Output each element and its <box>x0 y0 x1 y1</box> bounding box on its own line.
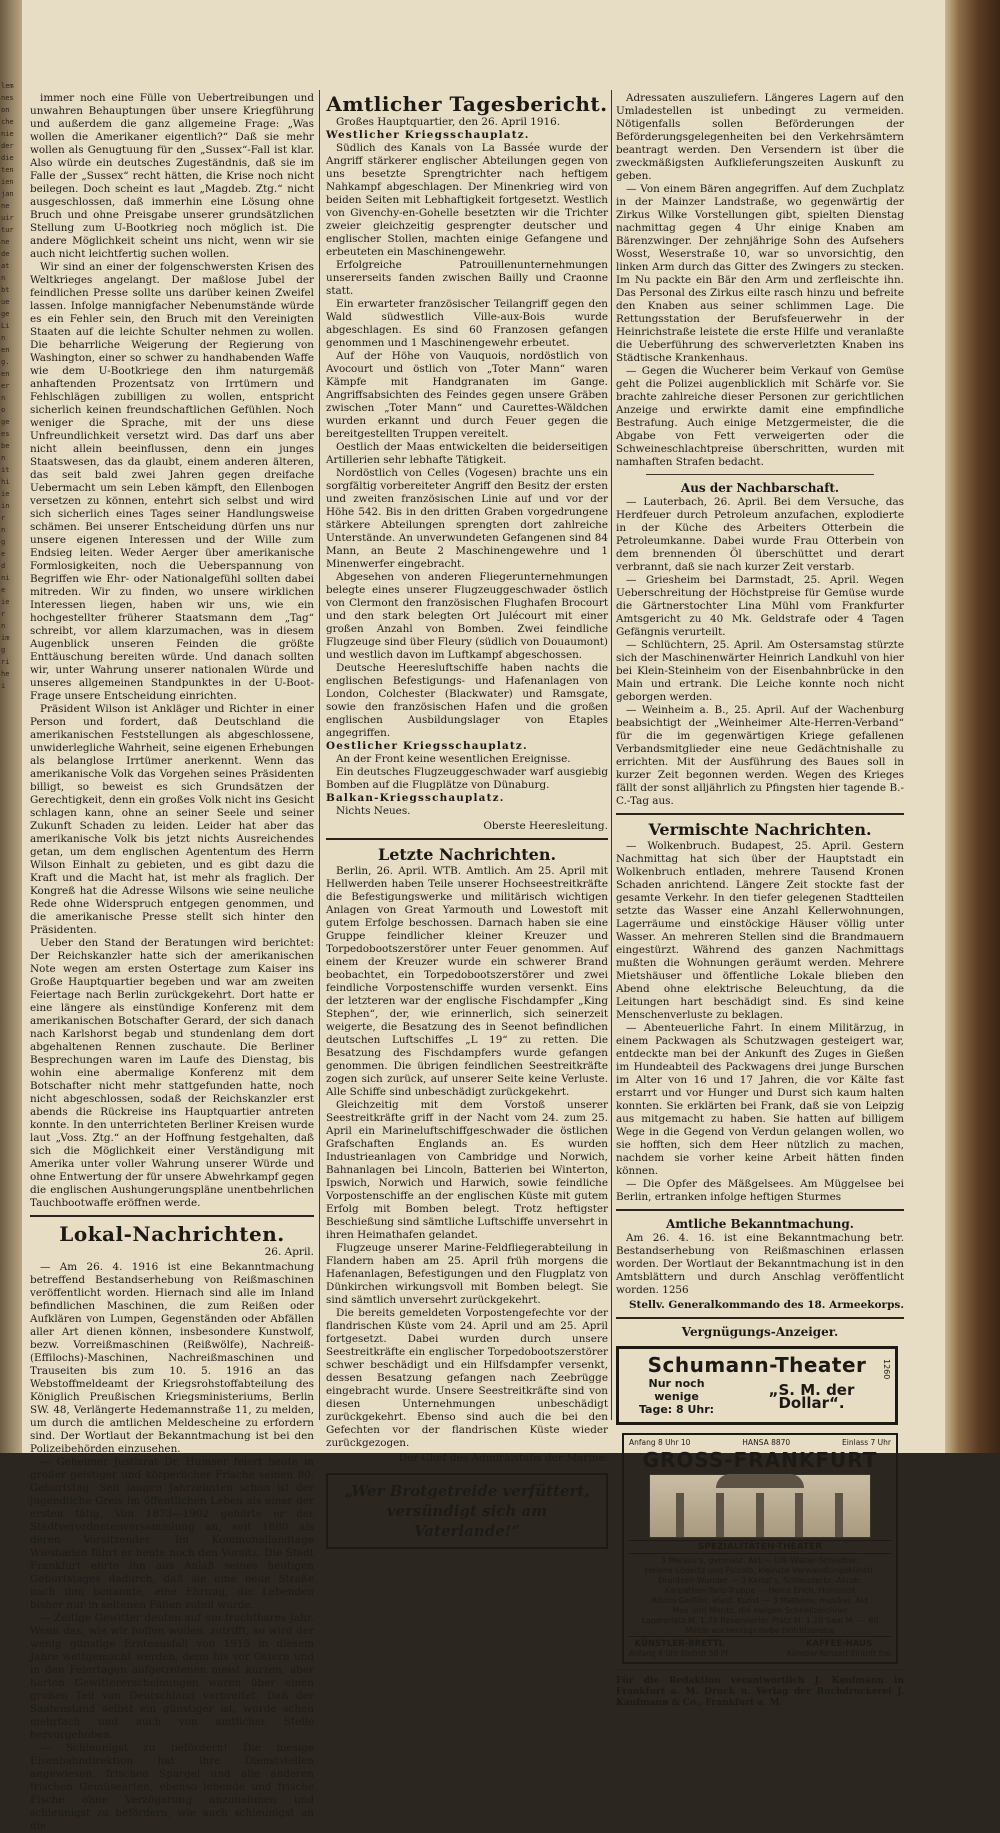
paragraph: Karpathen-Tanz-Truppe — Heinz Erich, Humorist <box>664 1586 856 1595</box>
column-right <box>616 92 904 1709</box>
edge-fragment: it <box>1 466 10 474</box>
schumann-show: „S. M. der Dollar“. <box>768 1380 855 1412</box>
paragraph: — Schlüchtern, 25. April. Am Ostersamstag stürzte sich der Maschinenwärter Heinrich Landkuhl von hier bei Klein-Steinheim von der Eisenbahnbrücke in den Main und ertrank. Die Leiche konnte noch nicht geborgen werden. <box>616 639 904 703</box>
column-middle <box>326 92 608 1549</box>
east-front-label: Oestlicher Kriegsschauplatz. <box>326 740 528 752</box>
paragraph: — Geheimer Justizrat Dr. Humser feiert heute in großer geistiger und körperlicher Frische seinen 80. Geburtstag. Seit langen Jahrzehnten schon ist der jugendliche Greis im öffentlichen Leben als einer der ersten tätig. Von 1873—1902 gehörte er der Stadtverordnetenversammlung an, seit 1880 als deren Vorsitzender. Im Kommunallandtage Wiesbaden führt er heute noch den Vorsitz. Die Stadt Frankfurt ehrte ihn aus Anlaß seines heutigen Geburtstages dadurch, daß sie eine neue Straße nach ihm benannte, eine Ehrung, die Lebenden bisher nur in seltenen Fällen zuteil wurde. <box>30 1456 314 1611</box>
schumann-line-1: Nur noch wenige <box>648 1377 705 1403</box>
army-command-signature: Oberste Heeresleitung. <box>483 820 608 832</box>
gross-anfang: Anfang 8 Uhr 10 <box>629 1438 691 1447</box>
article-intro <box>30 92 314 1210</box>
edge-fragment: n <box>1 394 6 402</box>
edge-fragment: r <box>1 610 6 618</box>
latest-news-heading: Letzte Nachrichten. <box>377 845 557 864</box>
west-front-body <box>326 142 608 740</box>
edge-fragment: de <box>1 250 10 258</box>
hq-line: Großes Hauptquartier, den 26. April 1916. <box>336 116 561 128</box>
edge-fragment: ne <box>1 202 10 210</box>
right-binding <box>945 0 1000 1453</box>
local-news-heading: Lokal-Nachrichten. <box>59 1222 285 1246</box>
edge-fragment: nes <box>1 94 14 102</box>
divider <box>30 1215 314 1217</box>
edge-fragment: d <box>1 562 6 570</box>
paragraph: Oestlich der Maas entwickelten die beiderseitigen Artillerien sehr lebhafte Tätigkeit. <box>326 441 608 466</box>
divider <box>326 838 608 840</box>
gross-top-row <box>629 1438 891 1448</box>
divider <box>616 813 904 815</box>
column-rule <box>611 90 612 1420</box>
paragraph: Ein erwarteter französischer Teilangriff gegen den Wald südwestlich Ville-aux-Bois wurde abgeschlagen. Es sind 60 Franzosen gefangen genommen und 1 Maschinengewehr erbeutet. <box>326 298 608 349</box>
paragraph: Helene Lödertz und Piccolo, kleinste Verwandlungskünstl. <box>644 1566 876 1575</box>
paragraph: Ueber den Stand der Beratungen wird berichtet: Der Reichskanzler hatte sich der amerikanischen Note wegen am ersten Ostertage zum Kaiser ins Große Hauptquartier begeben und war am zweiten Feiertage nach Berlin zurückgekehrt. Dort hatte er eine längere als einstündige Konferenz mit dem amerikanischen Botschafter Gerard, der sich danach nach Karlshorst begab und stundenlang dem dort abgehaltenen Rennen zuschaute. Die Berliner Besprechungen waren im Laufe des Dienstag, bis wohin eine abermalige Konferenz mit dem Botschafter nicht mehr stattgefunden hatte, noch nicht abgeschlossen, sodaß der Reichskanzler erst abends die Rückreise ins Hauptquartier antreten konnte. In den unterrichteten Berliner Kreisen wurde laut „Voss. Ztg.“ an der Hoffnung festgehalten, daß sich die Möglichkeit einer Verständigung mit Amerika unter voller Wahrung unserer Würde und ohne Entwertung der für unsere Abwehrkampf gegen die englischen Aushungerungspläne unentbehrlichen Tauchbootwaffe eröffnen werde. <box>30 937 314 1209</box>
edge-fragment: jan <box>1 190 14 198</box>
edge-fragment: g <box>1 538 6 546</box>
building-column <box>716 1493 724 1537</box>
building-dome <box>716 1474 804 1488</box>
paragraph: Deutsche Heeresluftschiffe haben nachts die englischen Befestigungs- und Hafenanlagen von London, Colchester (Blackwater) und Ramsgate, sowie den französischen Hafen und die großen englischen Ausbildungslager von Etaples angegriffen. <box>326 662 608 739</box>
column-rule <box>319 90 320 1420</box>
paragraph: Nordöstlich von Celles (Vogesen) brachte uns ein sorgfältig vorbereiteter Angriff den Besitz der ersten und zweiten französischen Linie auf und vor der Höhe 542. Bis in den dritten Graben vorgedrungene stärkere Abteilungen sprengten dort zahlreiche Unterstände. An unverwundeten Gefangenen sind 84 Mann, an Beute 2 Maschinengewehre und 1 Minenwerfer eingebracht. <box>326 467 608 570</box>
adjacent-page-edge <box>0 80 23 1380</box>
gross-einlass: Einlass 7 Uhr <box>842 1438 891 1447</box>
edge-fragment: ie <box>1 598 10 606</box>
neighborhood-heading: Aus der Nachbarschaft. <box>680 481 840 495</box>
bread-slogan-box <box>326 1473 608 1549</box>
edge-fragment: ten <box>1 166 14 174</box>
announcement-text: Am 26. 4. 16. ist eine Bekanntmachung betr. Bestandserhebung von Reißmaschinen erlassen worden. Der Wortlaut der Bekanntmachung ist in den Amtsblättern und durch Anschlag veröffentlicht worden. 1256 <box>616 1232 904 1296</box>
misc-news-heading: Vermischte Nachrichten. <box>648 820 872 839</box>
slogan-line-1: „Wer Brotgetreide verfüttert, <box>344 1482 590 1500</box>
edge-fragment: e <box>1 586 6 594</box>
paragraph: — Die Opfer des Mäßgelsees. Am Müggelsee bei Berlin, ertranken infolge heftigen Sturmes <box>616 1178 904 1203</box>
schumann-line-2: Tage: 8 Uhr: <box>638 1403 715 1416</box>
edge-fragment: die <box>1 154 14 162</box>
kuenstler-brettl-title: KÜNSTLER-BRETTL <box>634 1639 725 1649</box>
edge-fragment: be <box>1 442 10 450</box>
edge-fragment: i <box>1 682 6 690</box>
gross-notice: Militär wochentags halbe Eintrittspreise <box>685 1626 835 1635</box>
edge-fragment: ie <box>1 490 10 498</box>
misc-news-body <box>616 840 904 1204</box>
kuenstler-brettl <box>629 1639 730 1659</box>
latest-news-body <box>326 865 608 1450</box>
edge-fragment: en <box>1 346 10 354</box>
east-front-body <box>326 753 608 792</box>
intro-paragraph: Adressaten auszuliefern. Längeres Lagern auf den Umladestellen ist unbedingt zu vermeiden. Nötigenfalls sollen Beförderungen der Beförderungsgelegenheiten bei den Verkehrsämtern beantragt werden. Den Versendern ist über die zweckmäßigsten Aufklieferungszeiten Auskunft zu geben. <box>616 92 904 182</box>
divider <box>616 1209 904 1211</box>
paragraph: Alfons Geißler, elast. Kunst — 3 Matheos, musikal. Akt <box>651 1596 869 1605</box>
schumann-ad-number: 1260 <box>882 1359 891 1380</box>
entertainment-heading: Vergnügungs-Anzeiger. <box>681 1325 839 1339</box>
local-news-body <box>30 1261 314 1833</box>
gross-title: GROSS-FRANKFURT <box>642 1448 878 1472</box>
paragraph: Mex und Moritz, die ewigen Schnellzeichner <box>672 1606 848 1615</box>
theater-building-illustration <box>649 1474 871 1538</box>
paragraph: Präsident Wilson ist Ankläger und Richter in einer Person und fordert, daß Deutschland die amerikanischen Feststellungen als abgeschlossene, unwiderlegliche Wahrheit, seine eigenen Erhebungen als belanglose Irrtümer anerkennt. Wenn das amerikanische Volk das Vorgehen seines Präsidenten billigt, so beweist es sich Grundsätzen der Gerechtigkeit, denn ein großes Volk nicht ins Gesicht schlagen kann, ohne an seiner Seele und seiner Zukunft Schaden zu leiden. Leider hat aber das amerikanische Volk bis jetzt nichts Ausreichendes getan, um dem englischen Agententum des Herrn Wilson Einhalt zu gebieten, und es gibt dazu die Kraft und die Macht hat, ist mehr als fraglich. Der Kongreß hat die Adresse Wilsons wie seine neuliche Rede ohne Widerspruch entgegen genommen, und die amerikanische Presse stellt sich hinter den Präsidenten. <box>30 703 314 936</box>
edge-fragment: che <box>1 118 14 126</box>
balkan-front-label: Balkan-Kriegsschauplatz. <box>326 792 505 804</box>
edge-fragment: bt <box>1 286 10 294</box>
kaffee-haus-sub: Künstler-Konzert Eintritt frei <box>787 1649 891 1658</box>
paragraph: — Gegen die Wucherer beim Verkauf von Gemüse geht die Polizei augenblicklich mit Schärfe vor. Sie brachte zahlreiche dieser Personen zur gerichtlichen Anzeige und erwirkte damit eine empfindliche Bestrafung. Auch einige Metzgermeister, die die Abgabe von Fett verweigerten oder die Schweineschlachtpreise überschritten, wurden mit namhaften Strafen bedacht. <box>616 365 904 468</box>
gross-program <box>629 1556 891 1626</box>
admiralty-signature: Der Chef des Admiralstabs der Marine. <box>398 1452 608 1464</box>
edge-fragment: ni <box>1 574 10 582</box>
paragraph: 3 Mersus's, gymnast. Akt — Lilli Walter-Schreiber, <box>660 1556 860 1565</box>
edge-fragment: r <box>1 514 6 522</box>
schumann-row <box>625 1377 889 1416</box>
edge-fragment: ien <box>1 178 14 186</box>
gross-subtitle: SPEZIALITÄTEN-THEATER <box>629 1540 891 1554</box>
balkan-text: Nichts Neues. <box>336 805 411 817</box>
edge-fragment: er <box>1 382 10 390</box>
edge-fragment: in <box>1 502 10 510</box>
paragraph: Wir sind an einer der folgenschwersten Krisen des Weltkrieges angelangt. Der maßlose Jubel der feindlichen Presse sollte uns darüber keinen Zweifel lassen. Infolge mannigfacher Nebenumstände würde es ein Fehler sein, den Bruch mit den Vereinigten Staaten auf die leichte Schulter nehmen zu wollen. Die beharrliche Weigerung der Regierung von Washington, einer so schwer zu handhabenden Waffe wie dem U-Bootkriege den ihm naturgemäß anhaftenden Prozentsatz von Irrtümern und Fehlschlägen zubilligen zu wollen, entspricht sicherlich keinen freundschaftlichen Gefühlen. Noch weniger die Sprache, mit der uns diese Unfreundlichkeit versetzt wird. Das darf uns aber nicht allein beeinflussen, denn ein junges Staatswesen, das da glaubt, einem anderen älteren, das seit bald zwei Jahren gegen dreifache Uebermacht um sein Leben kämpft, den Ellenbogen versetzen zu können, entehrt sich selbst und wird sich sicherlich eines Tages seiner Handlungsweise schämen. Bei unserer Entscheidung dürfen uns nur unsere eigenen Interessen und der Wille zum Endsieg leiten. Weder Aerger über amerikanische Formlosigkeiten, noch die Ueberspannung von Begriffen wie Ehr- oder Nationalgefühl sollten dabei mitreden. Wir zu finden, wo unsere wirklichen Interessen liegen, haben wir uns, wie ein hochgestellter früherer Staatsmann dem „Tag“ schreibt, vor allem klarzumachen, was in diesem Augenblick unseren Feinden die größte Enttäuschung bereiten würde. Und danach sollten wir, unter Wahrung unserer nationalen Würde und unseres allgemeinen Standpunktes in der U-Boot-Frage unsere Entscheidung einrichten. <box>30 261 314 702</box>
divider <box>646 474 874 475</box>
edge-fragment: o <box>1 406 6 414</box>
edge-fragment: es <box>1 430 10 438</box>
edge-fragment: tur <box>1 226 14 234</box>
paragraph: Gleichzeitig mit dem Vorstoß unserer Seestreitkräfte griff in der Nacht vom 24. zum 25. April ein Marineluftschiffgeschwader die östlichen Grafschaften Englands an. Es wurden Industrieanlagen von Cambridge und Norwich, Bahnanlagen bei Lincoln, Batterien bei Winterton, Ipswich, Norwich und Harwich, sowie feindliche Vorpostenschiffe an der englischen Küste mit gutem Erfolg mit Bomben belegt. Trotz heftigster Beschießung sind sämtliche Luftschiffe unversehrt in ihren Heimathafen gelandet. <box>326 1099 608 1241</box>
paragraph: immer noch eine Fülle von Uebertreibungen und unwahren Behauptungen über unsere Kriegführung und außerdem die ganz allgemeine Frage: „Was wollen die Amerikaner eigentlich?“ Daß sie mehr wollen als Genugtuung für den „Sussex“-Fall ist klar. Also würde ein deutsches Zugeständnis, daß sie im Falle der „Sussex“ recht hätten, die Krise noch nicht beilegen. Doch scheint es laut „Magdeb. Ztg.“ nicht ausgeschlossen, daß immerhin eine Lösung ohne Bruch und ohne Preisgabe unserer grundsätzlichen Stellung zum U-Bootkrieg noch möglich ist. Die andere Möglichkeit scheint uns nicht, wenn wir sie auch nicht leichtfertig suchen wollen. <box>30 92 314 260</box>
paragraph: — Griesheim bei Darmstadt, 25. April. Wegen Ueberschreitung der Höchstpreise für Gemüse wurde die Gärtnerstochter Lina Mühl vom Frankfurter Amtsgericht zu 40 Mk. Geldstrafe oder 4 Tagen Gefängnis verurteilt. <box>616 574 904 638</box>
edge-fragment: ne <box>1 238 10 246</box>
local-news-date: 26. April. <box>264 1246 314 1258</box>
paragraph: Logenplatz M. 1.75 Reservierter Platz M. 1.20 Saal M. —.60 <box>641 1616 879 1625</box>
paragraph: — Am 26. 4. 1916 ist eine Bekanntmachung betreffend Bestandserhebung von Reißmaschinen veröffentlicht worden. Hiernach sind alle im Inland befindlichen Maschinen, die zum Reißen oder Aufklären von Lumpen, Gegenständen oder Abfällen aller Art dienen können, insbesondere Kunstwolf, bezw. Vorreißmaschinen (Reißwölfe), Nachreiß-(Effilochs)-Maschinen, Nachreißmaschinen und Trauseiten bis zum 10. 5. 1916 an das Webstoffmeldeamt der Kriegsrohstoffabteilung des Königlich Preußischen Kriegsministeriums, Berlin SW. 48, Verlängerte Hedemannstraße 11, zu melden, um durch die amtlichen Meldescheine zu erfordern sind. Der Wortlaut der Bekanntmachung ist bei den Polizeibehörden einzusehen. <box>30 1261 314 1455</box>
paragraph: — Schleunigst zu befördern! Die hiesige Eisenbahndirektion hat ihre Dienststellen angewiesen, frischen Spargel und alle anderen frischen Gemüsearten, ebenso lebende und frische Fische ohne Verzögerung anzunehmen und schleunigst zu befördern, wie auch schleunigst an die <box>30 1742 314 1832</box>
column-left <box>30 92 314 1833</box>
gross-bottom-row <box>629 1636 891 1659</box>
edge-fragment: n <box>1 334 6 342</box>
announcement-heading: Amtliche Bekanntmachung. <box>666 1217 854 1231</box>
edge-fragment: g <box>1 646 6 654</box>
edge-fragment: ri <box>1 658 10 666</box>
gross-hansa: HANSA 8870 <box>742 1438 791 1447</box>
paragraph: Abgesehen von anderen Fliegerunternehmungen belegte eines unserer Flugzeuggeschwader östlich von Clermont den französischen Flughafen Brocourt und den stark belegten Ort Julécourt mit einer großen Anzahl von Bomben. Zwei feindliche Flugzeuge sind über Fleury (südlich von Douaumont) und westlich davon im Luftkampf abgeschossen. <box>326 571 608 661</box>
edge-fragment: n <box>1 526 6 534</box>
building-column <box>835 1493 843 1537</box>
paragraph: Auf der Höhe von Vauquois, nordöstlich von Avocourt und östlich von „Toter Mann“ waren Kämpfe mit Handgranaten im Gange. Angriffsabsichten des Feindes gegen unsere Gräben zwischen „Toter Mann“ und Caurettes-Wäldchen wurden erkannt und durch Feuer gegen die bereitgestellten Truppen vereitelt. <box>326 350 608 440</box>
edge-fragment: n <box>1 622 6 630</box>
west-front-label: Westlicher Kriegsschauplatz. <box>326 129 530 141</box>
building-column <box>756 1493 764 1537</box>
edge-fragment: lem <box>1 82 14 90</box>
paragraph: — Abenteuerliche Fahrt. In einem Militärzug, in einem Packwagen als Schutzwagen gesteigert war, entdeckte man bei der Ankunft des Zuges in Gießen im Hundeabteil des Packwagens drei junge Burschen im Alter von 16 und 17 Jahren, die vor Kälte fast erstarrt und vor Hunger und Durst sich kaum halten konnten. Sie erklärten bei Frank, daß sie von Leipzig aus mitgemacht zu haben. Sie hatten auf billigem Wege in die Gegend von Verdun gelangen wollen, wo sie hofften, sich dem Heer nützlich zu machen, nachdem sie vorher keine Arbeit hätten finden können. <box>616 1022 904 1177</box>
edge-fragment: der <box>1 142 14 150</box>
edge-fragment: Li <box>1 322 10 330</box>
daily-report-heading: Amtlicher Tagesbericht. <box>326 92 608 116</box>
edge-fragment: on <box>1 106 10 114</box>
edge-fragment: ge <box>1 418 10 426</box>
paragraph: Berlin, 26. April. WTB. Amtlich. Am 25. April mit Hellwerden haben Teile unserer Hochseestreitkräfte die Befestigungswerke und militärisch wichtigen Anlagen von Great Yarmouth und Lowestoft mit gutem Erfolge beschossen. Darnach haben sie eine Gruppe feindlicher kleiner Kreuzer und Torpedobootszerstörer unter Feuer genommen. Auf einem der Kreuzer wurde ein schwerer Brand beobachtet, ein Torpedobootszerstörer und zwei feindliche Vorpostenschiffe wurden versenkt. Eins der letzteren war der englische Fischdampfer „King Stephen“, der, wie erinnerlich, sich seinerzeit weigerte, die Besatzung des in Seenot befindlichen deutschen Luftschiffes „L 19“ zu retten. Die Besatzung des Fischdampfers wurde gefangen genommen. Die übrigen feindlichen Seestreitkräfte zogen sich zurück, auf unserer Seite keine Verluste. Alle Schiffe sind unbeschädigt zurückgekehrt. <box>326 865 608 1098</box>
paragraph: — Von einem Bären angegriffen. Auf dem Zuchplatz in der Mainzer Landstraße, wo gegenwärtig der Zirkus Wilke Vorstellungen gibt, spielten Dienstag nachmittag gegen 4 Uhr einige Knaben am Bärenzwinger. Der zehnjährige Sohn des Aufsehers Wosst, Weserstraße 10, war so unvorsichtig, den linken Arm durch das Gitter des Zwingers zu stecken. Im Nu packte ein Bär den Arm und zerfleischte ihn. Das Personal des Zirkus eilte rasch hinzu und befreite den Knaben aus seiner schlimmen Lage. Die Rettungsstation der Berufsfeuerwehr in der Heinrichstraße leistete die erste Hilfe und veranlaßte die Ueberführung des schwerverletzten Knaben ins Städtische Krankenhaus. <box>616 183 904 364</box>
paragraph: — Zeitige Gewitter deuten auf ein fruchtbares Jahr. Wenn das, wie wir hoffen wollen, zutrifft, so wird der wenig günstige Ernteausfall von 1915 in diesem Jahre wettgemacht werden, denn bis vor Ostern und in den Feiertagen aufgetretenen meist kurzen, aber harten Gewittererscheinungen waren über einen großen Teil von Deutschland verbreitet. Daß der Saatenstand selbst ein günstiger ist, wurde schon mehrfach und auch von amtlicher Stelle hervorgehoben. <box>30 1612 314 1741</box>
announcement-signature: Stellv. Generalkommando des 18. Armeekorps. <box>628 1299 904 1311</box>
paragraph: Die bereits gemeldeten Vorpostengefechte vor der flandrischen Küste vom 24. April und am 25. April fortgesetzt. Dabei wurden durch unsere Seestreitkräfte ein englischer Torpedobootszerstörer schwer beschädigt und ein Hilfsdampfer versenkt, dessen Besatzung gefangen nach Zeebrügge eingebracht wurde. Unsere Seestreitkräfte sind von diesen Unternehmungen unbeschädigt zurückgekehrt. Ebenso sind auch die bei den Gefechten vor der flandrischen Küste wieder zurückgezogen. <box>326 1307 608 1449</box>
kaffee-haus <box>787 1639 891 1659</box>
edge-fragment: hi <box>1 478 10 486</box>
gross-frankfurt-ad <box>622 1433 898 1664</box>
neighborhood-body <box>616 496 904 808</box>
edge-fragment: g. <box>1 358 10 366</box>
paragraph: Erfolgreiche Patrouillenunternehmungen unsererseits fanden zwischen Bailly und Craonne statt. <box>326 259 608 297</box>
schumann-theater-ad <box>616 1346 898 1425</box>
building-column <box>676 1493 684 1537</box>
paragraph: An der Front keine wesentlichen Ereignisse. <box>336 753 571 765</box>
edge-fragment: n <box>1 454 6 462</box>
edge-fragment: uir <box>1 214 14 222</box>
paragraph: Ein deutsches Flugzeuggeschwader warf ausgiebig Bomben auf die Flugplätze von Dünaburg. <box>326 766 608 791</box>
building-column <box>795 1493 803 1537</box>
schumann-lines <box>625 1377 728 1416</box>
paragraph: — Weinheim a. B., 25. April. Auf der Wachenburg beabsichtigt der „Weinheimer Alte-Herren-Verband“ für die im gegenwärtigen Kriege gefallenen Verbandsmitglieder eine neue Gedächtnishalle zu errichten. Mit der Ausführung des Baues soll in kurzer Zeit begonnen werden. Wegen des Krieges fällt der sonst alljährlich zu Pfingsten hier tagende B.-C.-Tag aus. <box>616 704 904 807</box>
slogan-line-2: versündigt sich am Vaterlande!“ <box>386 1502 548 1540</box>
edge-fragment: ue <box>1 298 10 306</box>
paragraph: — Lauterbach, 26. April. Bei dem Versuche, das Herdfeuer durch Petroleum anzufachen, explodierte in der Küche des Arbeiters Otterbein die Petroleumkanne. Dabei wurde Frau Otterbein von dem brennenden Öl überschüttet und derart verbrannt, daß sie nach kurzer Zeit verstarb. <box>616 496 904 573</box>
edge-fragment: im <box>1 634 10 642</box>
edge-fragment: en <box>1 370 10 378</box>
edge-fragment: at <box>1 262 10 270</box>
kaffee-haus-title: KAFFEE-HAUS <box>805 1639 873 1649</box>
paragraph: Drahtseil-Wunder — 3 Kerlot's, Schleuderbr.-Akrob. <box>658 1576 862 1585</box>
kuenstler-brettl-sub: Anfang 8 Uhr Eintritt 50 Pf. <box>629 1649 730 1658</box>
edge-fragment: n <box>1 274 6 282</box>
divider <box>616 1669 904 1671</box>
paragraph: Flugzeuge unserer Marine-Feldfliegerabteilung in Flandern haben am 25. April früh morgens die Hafenanlagen, Befestigungen und den Flugplatz von Dünkirchen wirkungsvoll mit Bomben belegt. Sie sind sämtlich unversehrt zurückgekehrt. <box>326 1242 608 1306</box>
imprint: Für die Redaktion verantwortlich J. Kaufmann in Frankfurt a. M. Druck u. Verlag der Buchdruckerei J. Kaufmann & Co., Frankfurt a. M. <box>616 1676 904 1708</box>
edge-fragment: e <box>1 550 6 558</box>
paragraph: — Wolkenbruch. Budapest, 25. April. Gestern Nachmittag hat sich über der Hauptstadt ein Wolkenbruch entladen, mehrere Tausend Kronen Schaden anrichtend. Längere Zeit stockte fast der gesamte Verkehr. In den tiefer gelegenen Stadtteilen setzte das Wasser eine Anzahl Kellerwohnungen, Lagerräume und einstöckige Häuser völlig unter Wasser. An mehreren Stellen sind die Brandmauern eingestürzt. Während des ganzen Nachmittags mußten die Wohnungen geräumt werden. Mehrere Mietshäuser und öffentliche Lokale blieben den Abend ohne elektrische Beleuchtung, da die Leitungen hart beschädigt sind. Es sind keine Menschenverluste zu beklagen. <box>616 840 904 1021</box>
schumann-title: Schumann-Theater <box>647 1353 867 1377</box>
edge-fragment: he <box>1 670 10 678</box>
edge-fragment: nie <box>1 130 14 138</box>
edge-fragment: ge <box>1 310 10 318</box>
local-items <box>616 183 904 469</box>
divider <box>616 1317 904 1319</box>
paragraph: Südlich des Kanals von La Bassée wurde der Angriff stärkerer englischer Abteilungen gegen von uns besetzte Sprengtrichter nach heftigem Nahkampf abgeschlagen. Der Minenkrieg wird von beiden Seiten mit Lebhaftigkeit fortgesetzt. Westlich von Givenchy-en-Gohelle besetzten wir die Trichter zweier gleichzeitig gesprengter deutscher und englischer Stollen, machten einige Gefangene und erbeuteten ein Maschinengewehr. <box>326 142 608 258</box>
